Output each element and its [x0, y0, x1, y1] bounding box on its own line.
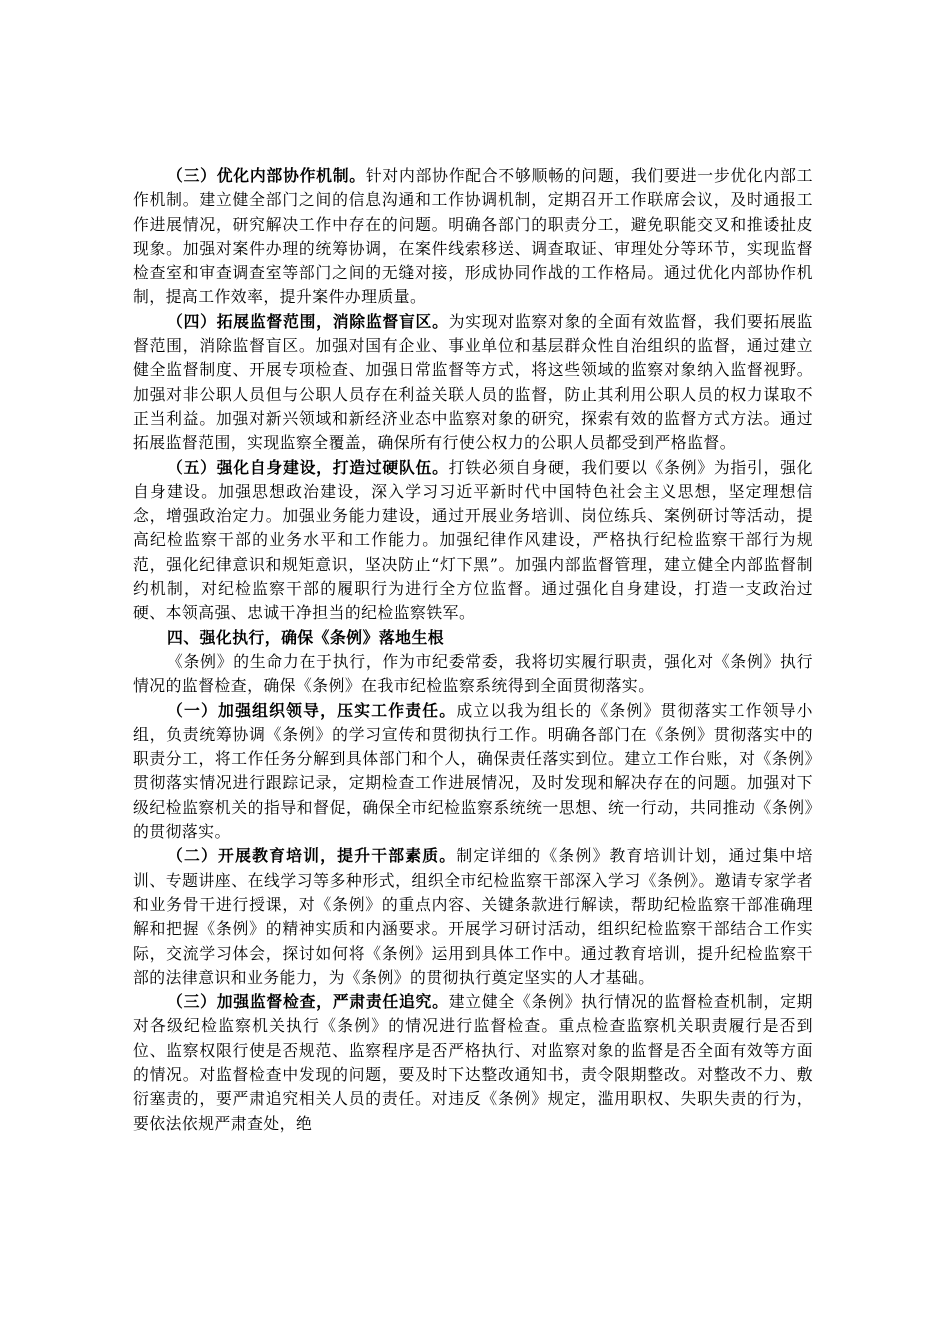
paragraph-heading: （二）开展教育培训，提升干部素质。: [167, 846, 457, 866]
paragraph-education-training: [133, 844, 813, 990]
paragraph-supervision-inspection: [133, 990, 813, 1136]
paragraph-heading: （一）加强组织领导，压实工作责任。: [167, 700, 457, 720]
paragraph-body: 针对内部协作配合不够顺畅的问题，我们要进一步优化内部工作机制。建立健全部门之间的信息沟通和工作协调机制，定期召开工作联席会议，及时通报工作进展情况，研究解决工作中存在的问题。明确各部门的职责分工，避免职能交叉和推诿扯皮现象。加强对案件办理的统筹协调，在案件线索移送、调查取证、审理处分等环节，实现监督检查室和审查调查室等部门之间的无缝对接，形成协同作战的工作格局。通过优化内部协作机制，提高工作效率，提升案件办理质量。: [133, 166, 813, 307]
paragraph-body: 《条例》的生命力在于执行，作为市纪委常委，我将切实履行职责，强化对《条例》执行情况的监督检查，确保《条例》在我市纪检监察系统得到全面贯彻落实。: [133, 651, 813, 696]
paragraph-section-four-intro: [133, 650, 813, 699]
paragraph-body: 为实现对监察对象的全面有效监督，我们要拓展监督范围，消除监督盲区。加强对国有企业、事业单位和基层群众性自治组织的监督，通过建立健全监督制度、开展专项检查、加强日常监督等方式，将这些领域的监察对象纳入监督视野。加强对非公职人员但与公职人员存在利益关联人员的监督，防止其利用公职人员的权力谋取不正当利益。加强对新兴领域和新经济业态中监察对象的研究，探索有效的监督方式方法。通过拓展监督范围，实现监察全覆盖，确保所有行使公权力的公职人员都受到严格监督。: [133, 311, 813, 453]
paragraph-optimize-internal-cooperation: [133, 164, 813, 310]
paragraph-heading: （四）拓展监督范围，消除监督盲区。: [167, 311, 449, 331]
paragraph-expand-supervision-scope: [133, 310, 813, 456]
paragraph-heading: （三）优化内部协作机制。: [167, 166, 366, 185]
paragraph-body: 制定详细的《条例》教育培训计划，通过集中培训、专题讲座、在线学习等多种形式，组织全市纪检监察干部深入学习《条例》。邀请专家学者和业务骨干进行授课，对《条例》的重点内容、关键条款进行解读，帮助纪检监察干部准确理解和把握《条例》的精神实质和内涵要求。开展学习研讨活动，组织纪检监察干部结合工作实际，交流学习体会，探讨如何将《条例》运用到具体工作中。通过教育培训，提升纪检监察干部的法律意识和业务能力，为《条例》的贯彻执行奠定坚实的人才基础。: [133, 846, 813, 987]
paragraph-heading: （五）强化自身建设，打造过硬队伍。: [167, 457, 449, 477]
section-heading-four: 四、强化执行，确保《条例》落地生根: [167, 627, 445, 647]
paragraph-strengthen-self-building: [133, 456, 813, 626]
paragraph-body: 成立以我为组长的《条例》贯彻落实工作领导小组，负责统筹协调《条例》的学习宣传和贯彻执行工作。明确各部门在《条例》贯彻落实中的职责分工，将工作任务分解到具体部门和个人，确保责任落实到位。建立工作台账，对《条例》贯彻落实情况进行跟踪记录，定期检查工作进展情况，及时发现和解决存在的问题。加强对下级纪检监察机关的指导和督促，确保全市纪检监察系统统一思想、统一行动，共同推动《条例》的贯彻落实。: [133, 700, 813, 842]
paragraph-heading: （三）加强监督检查，严肃责任追究。: [167, 992, 449, 1012]
paragraph-body: 建立健全《条例》执行情况的监督检查机制，定期对各级纪检监察机关执行《条例》的情况进行监督检查。重点检查监察机关职责履行是否到位、监察权限行使是否规范、监察程序是否严格执行、对监察对象的监督是否全面有效等方面的情况。对监督检查中发现的问题，要及时下达整改通知书，责令限期整改。对整改不力、敷衍塞责的，要严肃追究相关人员的责任。对违反《条例》规定，滥用职权、失职失责的行为，要依法依规严肃查处，绝: [133, 992, 813, 1133]
paragraph-body: 打铁必须自身硬，我们要以《条例》为指引，强化自身建设。加强思想政治建设，深入学习习近平新时代中国特色社会主义思想，坚定理想信念，增强政治定力。加强业务能力建设，通过开展业务培训、岗位练兵、案例研讨等活动，提高纪检监察干部的业务水平和工作能力。加强纪律作风建设，严格执行纪检监察干部行为规范，强化纪律意识和规矩意识，坚决防止“灯下黑”。加强内部监督管理，建立健全内部监督制约机制，对纪检监察干部的履职行为进行全方位监督。通过强化自身建设，打造一支政治过硬、本领高强、忠诚干净担当的纪检监察铁军。: [133, 457, 813, 623]
paragraph-organizational-leadership: [133, 699, 813, 845]
document-body: [133, 164, 813, 1136]
